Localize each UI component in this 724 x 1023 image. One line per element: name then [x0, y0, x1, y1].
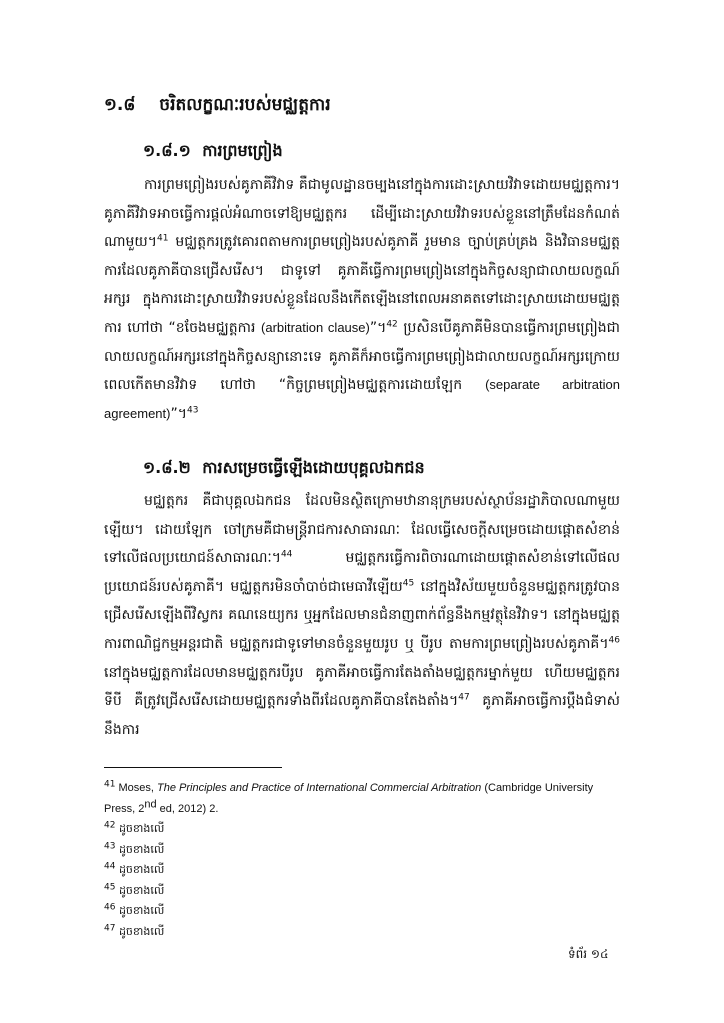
footnote-publisher: (Cambridge University Press, 2 — [104, 782, 594, 815]
footnote-number: 42 — [104, 820, 116, 831]
footnote-edition: ed, 2012) 2. — [156, 802, 219, 815]
subsection-number: ១.៨.២ — [143, 458, 191, 477]
paragraph-text: ”។ — [369, 319, 387, 336]
footnote-46 — [104, 901, 624, 922]
footnote-43 — [104, 840, 624, 861]
paragraph-agreement — [104, 171, 620, 428]
footnote-ordinal: nd — [144, 797, 157, 810]
footnote-ref: 45 — [402, 578, 415, 589]
subsection-title: ការព្រមព្រៀង — [202, 141, 283, 160]
paragraph-text: មជ្ឈត្តករត្រូវគោរពតាមការព្រមព្រៀងរបស់គូភាគី រួមមាន ច្បាប់គ្រប់គ្រង និងវិធានមជ្ឈត្តការដែលគូភាគីបានជ្រើសរើស។ ជាទូទៅ គូភាគីធ្វើការព្រមព្រៀងនៅក្នុងកិច្ចសន្យាជាលាយលក្ខណ៍អក្សរ ក្នុងការដោះស្រាយវិវាទរបស់ខ្លួនដែលនឹងកើតឡើងនៅពេលអនាគតទៅដោះស្រាយដោយមជ្ឈត្តការ ហៅថា “ខចែងមជ្ឈត្តការ — [104, 234, 620, 336]
paragraph-text: មជ្ឈត្តករ គឺជាបុគ្គលឯកជន ដែលមិនស្ថិតក្រោមឋានានុក្រមរបស់ស្ថាប័នរដ្ឋាភិបាលណាមួយឡើយ។ ដោយឡែក ចៅក្រមគឺជាមន្ត្រីរាជការសាធារណៈ ដែលធ្វើសេចក្តីសម្រេចដោយផ្តោតសំខាន់ទៅលើផលប្រយោជន៍សាធារណៈ។ — [104, 493, 620, 567]
section-number: ១.៨ — [104, 95, 136, 115]
footnote-number: 46 — [104, 902, 116, 913]
footnote-number: 43 — [104, 840, 116, 851]
footnotes — [104, 778, 624, 942]
subsection-title: ការសម្រេចធ្វើឡើងដោយបុគ្គលឯកជន — [202, 458, 425, 477]
footnote-text: ដូចខាងលើ — [115, 904, 165, 917]
footnote-ref: 41 — [156, 233, 169, 244]
footnote-number: 45 — [104, 881, 116, 892]
footnote-text: ដូចខាងលើ — [115, 863, 165, 876]
term-separate-agreement: (separate arbitration agreement) — [104, 377, 620, 421]
term-arbitration-clause: (arbitration clause) — [261, 319, 370, 335]
footnote-number: 44 — [104, 861, 116, 872]
section-heading — [104, 94, 331, 119]
footnote-text: ដូចខាងលើ — [115, 822, 165, 835]
section-title: ចរិតលក្ខណៈរបស់មជ្ឈត្តការ — [159, 95, 331, 115]
footnote-ref: 43 — [186, 405, 199, 416]
footnote-text: ដូចខាងលើ — [115, 883, 165, 897]
footnote-ref: 42 — [386, 319, 398, 330]
footnote-41 — [104, 778, 624, 819]
footnote-ref: 46 — [608, 635, 620, 646]
paragraph-text: មជ្ឈត្តករធ្វើការពិចារណាដោយផ្តោតសំខាន់ទៅលើផលប្រយោជន៍របស់គូភាគី។ មជ្ឈត្តករមិនចាំបាច់ជាមេធាវីឡើយ — [104, 550, 620, 595]
footnote-ref: 44 — [280, 549, 293, 560]
paragraph-text: ”។ — [170, 405, 187, 422]
paragraph-text: នៅក្នុងមជ្ឈត្តការដែលមានមជ្ឈត្តករបីរូប គូភាគីអាចធ្វើការតែងតាំងមជ្ឈត្តករម្នាក់មួយ ហើយមជ្ឈត្តករទីបី គឺត្រូវជ្រើសរើសដោយមជ្ឈត្តករទាំងពីរដែលគូភាគីបានតែងតាំង។ — [104, 664, 620, 710]
footnote-book-title: The Principles and Practice of International Commercial Arbitration — [157, 782, 482, 794]
footnote-47 — [104, 922, 624, 943]
paragraph-text: ប្រសិនបើគូភាគីមិនបានធ្វើការព្រមព្រៀងជាលាយលក្ខណ៍អក្សរនៅក្នុងកិច្ចសន្យានោះទេ គូភាគីក៏អាចធ្វើការព្រមព្រៀងជាលាយលក្ខណ៍អក្សរក្រោយពេលកើតមានវិវាទ ហៅថា “កិច្ចព្រមព្រៀងមជ្ឈត្តការដោយឡែក — [104, 319, 620, 394]
footnote-45 — [104, 881, 624, 902]
footnote-number: 41 — [104, 779, 116, 790]
subsection-heading-2 — [143, 457, 425, 481]
subsection-heading-1 — [143, 140, 283, 164]
paragraph-text: នៅក្នុងវិស័យមួយចំនួនមជ្ឈត្តករត្រូវបានជ្រើសរើសឡើងពីវិស្វករ គណនេយ្យករ ឬអ្នកដែលមានជំនាញពាក់ព័ន្ធនឹងកម្មវត្ថុនៃវិវាទ។ នៅក្នុងមជ្ឈត្តការពាណិជ្ជកម្មអន្តរជាតិ មជ្ឈត្តករជាទូទៅមានចំនួនមួយរូប ឬ បីរូប តាមការព្រមព្រៀងរបស់គូភាគី។ — [104, 578, 621, 652]
paragraph-text: ការព្រមព្រៀងរបស់គូភាគីវិវាទ គឺជាមូលដ្ឋានចម្បងនៅក្នុងការដោះស្រាយវិវាទដោយមជ្ឈត្តការ។ គូភាគីវិវាទអាចធ្វើការផ្តល់អំណាចទៅឱ្យមជ្ឈត្តករ ដើម្បីដោះស្រាយវិវាទរបស់ខ្លួននៅត្រឹមដែនកំណត់ណាមួយ។ — [104, 177, 620, 251]
footnote-text: ដូចខាងលើ — [115, 924, 165, 938]
footnote-text: ដូចខាងលើ — [115, 842, 165, 856]
footnote-author: Moses, — [115, 782, 158, 794]
footnote-42 — [104, 819, 624, 840]
paragraph-text: គូភាគីអាចធ្វើការប្តឹងជំទាស់នឹងការ — [104, 693, 620, 738]
footnote-number: 47 — [104, 922, 116, 933]
footnote-44 — [104, 860, 624, 881]
footnote-ref: 47 — [458, 692, 470, 703]
page-number: ទំព័រ ១៤ — [568, 947, 609, 961]
paragraph-private-decision — [104, 487, 620, 744]
footnote-divider — [104, 767, 282, 768]
subsection-number: ១.៨.១ — [143, 141, 191, 160]
